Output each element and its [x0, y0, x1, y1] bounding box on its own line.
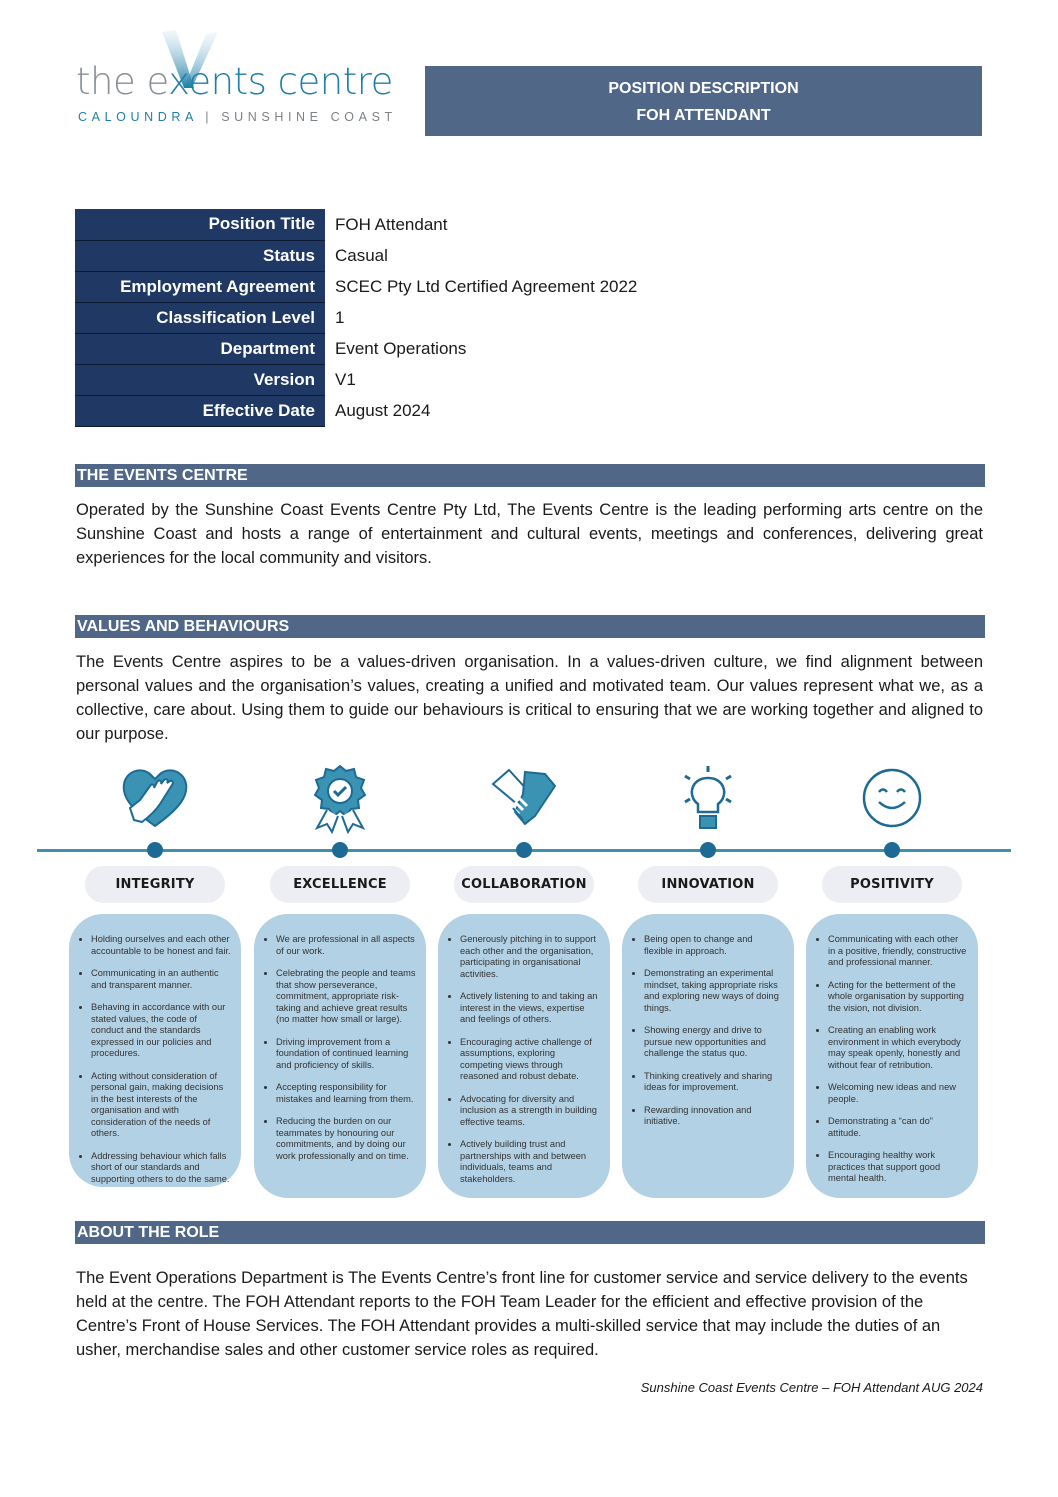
behaviour-item: • Behaving in accordance with our stated values, the code of conduct and the standards expressed in our policies and procedures.	[91, 1002, 231, 1060]
behaviour-list	[630, 934, 784, 1128]
timeline-dot-excellence	[332, 842, 348, 858]
info-row	[75, 395, 637, 426]
behaviour-list	[262, 934, 416, 1162]
behaviour-item: • Demonstrating a “can do” attitude.	[828, 1116, 968, 1139]
position-info-table	[75, 209, 637, 427]
behaviour-item: • Creating an enabling work environment in which everybody may speak openly, honestly and without fear of retribution.	[828, 1025, 968, 1071]
info-row	[75, 364, 637, 395]
position-description-header	[425, 66, 982, 136]
behaviour-item: • Showing energy and drive to pursue new opportunities and challenge the status quo.	[644, 1025, 784, 1060]
behaviour-item: • We are professional in all aspects of our work.	[276, 934, 416, 957]
info-value: 1	[335, 307, 345, 327]
header-title: POSITION DESCRIPTION	[608, 80, 799, 97]
behaviour-item: • Celebrating the people and teams that show perseverance, commitment, appropriate risk-taking and achieve great results (no matter how small or large).	[276, 968, 416, 1026]
events-centre-logo	[74, 30, 414, 130]
info-row	[75, 209, 637, 240]
about-role-paragraph: The Event Operations Department is The Events Centre’s front line for customer service and service delivery to the events held at the centre. The FOH Attendant reports to the FOH Team Leader for the efficient and effective provision of the Centre’s Front of House Services. The FOH Attendant provides a multi-skilled service that may include the duties of an usher, merchandise sales and other customer service roles as required.	[76, 1269, 968, 1359]
behaviour-item: • Addressing behaviour which falls short of our standards and supporting others to do the same.	[91, 1151, 231, 1186]
value-label-excellence: EXCELLENCE	[270, 866, 410, 903]
section-heading-events-centre: THE EVENTS CENTRE	[75, 464, 985, 487]
timeline-dot-integrity	[147, 842, 163, 858]
value-label-collaboration: COLLABORATION	[454, 866, 594, 903]
info-row	[75, 240, 637, 271]
behaviour-item: • Encouraging healthy work practices that support good mental health.	[828, 1150, 968, 1185]
page-footer: Sunshine Coast Events Centre – FOH Attendant AUG 2024	[640, 1380, 983, 1395]
behaviour-item: • Demonstrating an experimental mindset, taking appropriate risks and exploring new ways of doing things.	[644, 968, 784, 1014]
section-heading-values: VALUES AND BEHAVIOURS	[75, 615, 985, 638]
info-label: Status	[75, 240, 325, 271]
behaviour-item: • Communicating in an authentic and transparent manner.	[91, 968, 231, 991]
behaviour-list	[446, 934, 600, 1185]
info-label: Employment Agreement	[75, 271, 325, 302]
value-card-innovation	[622, 914, 794, 1198]
behaviour-item: • Reducing the burden on our teammates by honouring our commitments, and by doing our work professionally and on time.	[276, 1116, 416, 1162]
values-paragraph: The Events Centre aspires to be a values-driven organisation. In a values-driven culture, we find alignment between personal values and the organisation’s values, creating a unified and motivated team. Our values represent what we, as a collective, care about. Using them to guide our behaviours is critical to ensuring that we are working together and aligned to our purpose.	[76, 653, 983, 743]
behaviour-item: • Welcoming new ideas and new people.	[828, 1082, 968, 1105]
value-card-excellence	[254, 914, 426, 1198]
behaviour-item: • Acting for the betterment of the whole organisation by supporting the vision, not division.	[828, 980, 968, 1015]
info-label: Effective Date	[75, 395, 325, 426]
heart-hand-icon	[120, 764, 190, 834]
lightbulb-icon	[673, 764, 743, 834]
value-card-collaboration	[438, 914, 610, 1198]
value-label-positivity: POSITIVITY	[822, 866, 962, 903]
behaviour-list	[814, 934, 968, 1185]
info-label: Department	[75, 333, 325, 364]
logo-tagline: CALOUNDRA | SUNSHINE COAST	[78, 110, 397, 124]
behaviour-item: • Thinking creatively and sharing ideas for improvement.	[644, 1071, 784, 1094]
timeline-dot-positivity	[884, 842, 900, 858]
behaviour-item: • Communicating with each other in a positive, friendly, constructive and professional manner.	[828, 934, 968, 969]
behaviour-item: • Acting without consideration of personal gain, making decisions in the best interests of the organisation and with consideration of the needs of others.	[91, 1071, 231, 1140]
timeline-dot-collaboration	[516, 842, 532, 858]
value-label-innovation: INNOVATION	[638, 866, 778, 903]
behaviour-list	[77, 934, 231, 1185]
info-row	[75, 333, 637, 364]
behaviour-item: • Driving improvement from a foundation of continued learning and proficiency of skills.	[276, 1037, 416, 1072]
info-value: V1	[335, 369, 356, 389]
behaviour-item: • Holding ourselves and each other accountable to be honest and fair.	[91, 934, 231, 957]
behaviour-item: • Encouraging active challenge of assumptions, exploring competing views through reasoned and robust debate.	[460, 1037, 600, 1083]
behaviour-item: • Rewarding innovation and initiative.	[644, 1105, 784, 1128]
info-value: Casual	[335, 245, 388, 265]
section-heading-about-role: ABOUT THE ROLE	[75, 1221, 985, 1244]
info-label: Classification Level	[75, 302, 325, 333]
info-row	[75, 271, 637, 302]
value-card-integrity	[69, 914, 241, 1187]
info-value: FOH Attendant	[335, 214, 448, 234]
info-value: SCEC Pty Ltd Certified Agreement 2022	[335, 276, 638, 296]
info-label: Position Title	[75, 209, 325, 240]
info-label: Version	[75, 364, 325, 395]
behaviour-item: • Generously pitching in to support each other and the organisation, participating in organisational activities.	[460, 934, 600, 980]
info-value: Event Operations	[335, 338, 467, 358]
header-subtitle: FOH ATTENDANT	[636, 107, 771, 124]
logo-wordmark: the exents centre	[76, 60, 393, 103]
handshake-icon	[489, 764, 559, 834]
timeline-dot-innovation	[700, 842, 716, 858]
award-ribbon-icon	[305, 764, 375, 834]
value-card-positivity	[806, 914, 978, 1198]
behaviour-item: • Actively building trust and partnerships with and between individuals, teams and stakeholders.	[460, 1139, 600, 1185]
info-value: August 2024	[335, 400, 431, 420]
behaviour-item: • Accepting responsibility for mistakes and learning from them.	[276, 1082, 416, 1105]
events-centre-paragraph: Operated by the Sunshine Coast Events Centre Pty Ltd, The Events Centre is the leading performing arts centre on the Sunshine Coast and hosts a range of entertainment and cultural events, meetings and conferences, delivering great experiences for the local community and visitors.	[76, 501, 983, 567]
value-label-integrity: INTEGRITY	[85, 866, 225, 903]
behaviour-item: • Being open to change and flexible in approach.	[644, 934, 784, 957]
info-row	[75, 302, 637, 333]
behaviour-item: • Actively listening to and taking an interest in the views, expertise and feelings of others.	[460, 991, 600, 1026]
smiley-face-icon	[857, 764, 927, 834]
behaviour-item: • Advocating for diversity and inclusion as a strength in building effective teams.	[460, 1094, 600, 1129]
